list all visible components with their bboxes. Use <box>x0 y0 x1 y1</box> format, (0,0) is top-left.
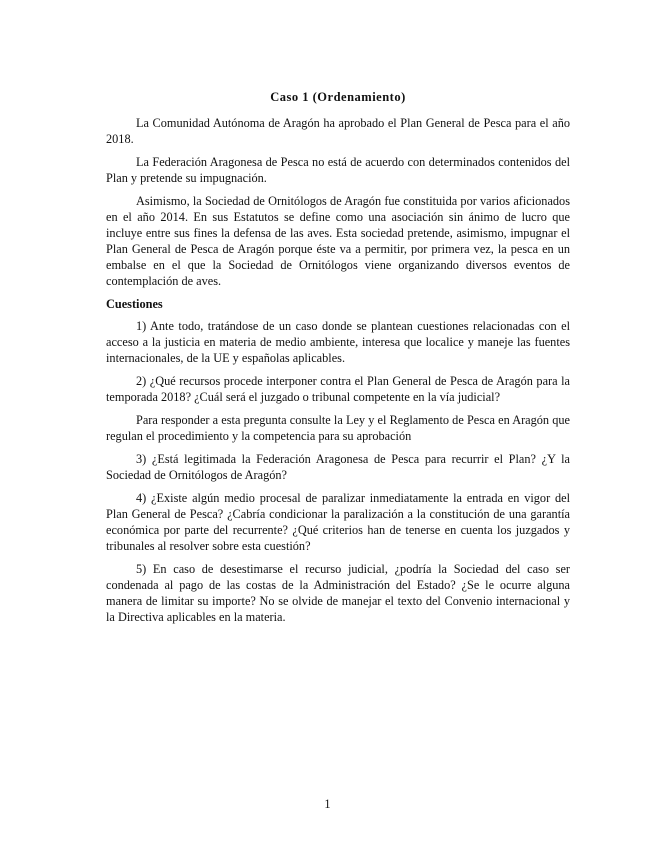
question-paragraph: 2) ¿Qué recursos procede interponer contra el Plan General de Pesca de Aragón para la temporada 2018? ¿Cuál será el juzgado o tribunal competente en la vía judicial? <box>106 374 570 404</box>
question-paragraph: 4) ¿Existe algún medio procesal de paralizar inmediatamente la entrada en vigor del Plan General de Pesca? ¿Cabría condicionar la paralización a la constitución de una garantía económica por parte del recurrente? ¿Qué criterios han de tenerse en cuenta los juzgados y tribunales al resolver sobre esta cuestión? <box>106 491 570 553</box>
question-paragraph: 1) Ante todo, tratándose de un caso donde se plantean cuestiones relacionadas con el acceso a la justicia en materia de medio ambiente, interesa que localice y maneje las fuentes internacionales, de la UE y españolas aplicables. <box>106 319 570 365</box>
page-number: 1 <box>324 797 331 811</box>
question-paragraph: 3) ¿Está legitimada la Federación Aragonesa de Pesca para recurrir el Plan? ¿Y la Sociedad de Ornitólogos de Aragón? <box>106 452 570 482</box>
intro-paragraph: Asimismo, la Sociedad de Ornitólogos de Aragón fue constituida por varios aficionados en el año 2014. En sus Estatutos se define como una asociación sin ánimo de lucro que incluye entre sus fines la defensa de las aves. Esta sociedad pretende, asimismo, impugnar el Plan General de Pesca de Aragón porque éste va a permitir, por primera vez, la pesca en un embalse en el que la Sociedad de Ornitólogos viene organizando diversos eventos de contemplación de aves. <box>106 194 570 288</box>
document-page <box>106 88 570 632</box>
intro-paragraph: La Comunidad Autónoma de Aragón ha aprobado el Plan General de Pesca para el año 2018. <box>106 116 570 146</box>
document-title: Caso 1 (Ordenamiento) <box>270 90 406 104</box>
intro-paragraph: La Federación Aragonesa de Pesca no está de acuerdo con determinados contenidos del Plan y pretende su impugnación. <box>106 155 570 185</box>
questions-heading: Cuestiones <box>106 297 163 311</box>
question-paragraph: 5) En caso de desestimarse el recurso judicial, ¿podría la Sociedad del caso ser condenada al pago de las costas de la Administración del Estado? ¿Se le ocurre alguna manera de limitar su importe? No se olvide de manejar el texto del Convenio internacional y la Directiva aplicables en la materia. <box>106 562 570 624</box>
question-paragraph: Para responder a esta pregunta consulte la Ley y el Reglamento de Pesca en Aragón que regulan el procedimiento y la competencia para su aprobación <box>106 413 570 443</box>
